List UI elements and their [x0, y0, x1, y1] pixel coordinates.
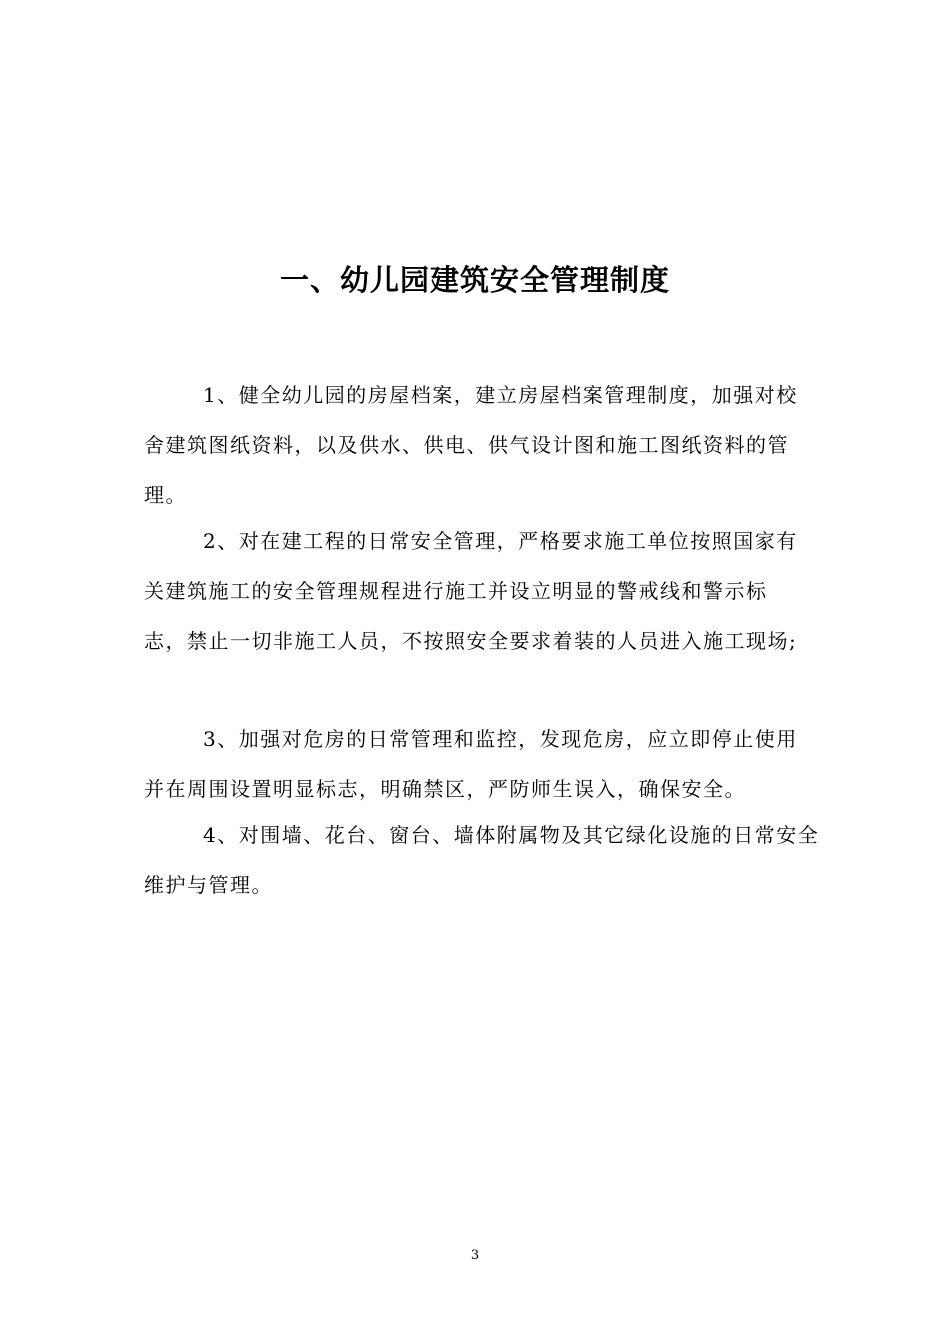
paragraph-2	[144, 516, 824, 666]
paragraph-1	[144, 370, 824, 520]
paragraph-3	[144, 714, 824, 814]
paragraph-line: 志，禁止一切非施工人员，不按照安全要求着装的人员进入施工现场;	[144, 629, 798, 653]
paragraph-line: 1、健全幼儿园的房屋档案，建立房屋档案管理制度，加强对校	[203, 383, 798, 407]
paragraph-line: 关建筑施工的安全管理规程进行施工并设立明显的警戒线和警示标	[144, 579, 768, 603]
paragraph-line: 4、对围墙、花台、窗台、墙体附属物及其它绿化设施的日常安全	[203, 823, 820, 847]
paragraph-line: 并在周围设置明显标志，明确禁区，严防师生误入，确保安全。	[144, 777, 746, 801]
paragraph-line: 3、加强对危房的日常管理和监控，发现危房，应立即停止使用	[203, 727, 798, 751]
paragraph-4	[144, 810, 824, 910]
paragraph-line: 2、对在建工程的日常安全管理，严格要求施工单位按照国家有	[203, 529, 798, 553]
page-number: 3	[470, 1248, 480, 1263]
page-title: 一、幼儿园建筑安全管理制度	[279, 263, 670, 297]
paragraph-line: 舍建筑图纸资料，以及供水、供电、供气设计图和施工图纸资料的管	[144, 433, 789, 457]
paragraph-line: 维护与管理。	[144, 873, 273, 897]
paragraph-line: 理。	[144, 483, 187, 507]
